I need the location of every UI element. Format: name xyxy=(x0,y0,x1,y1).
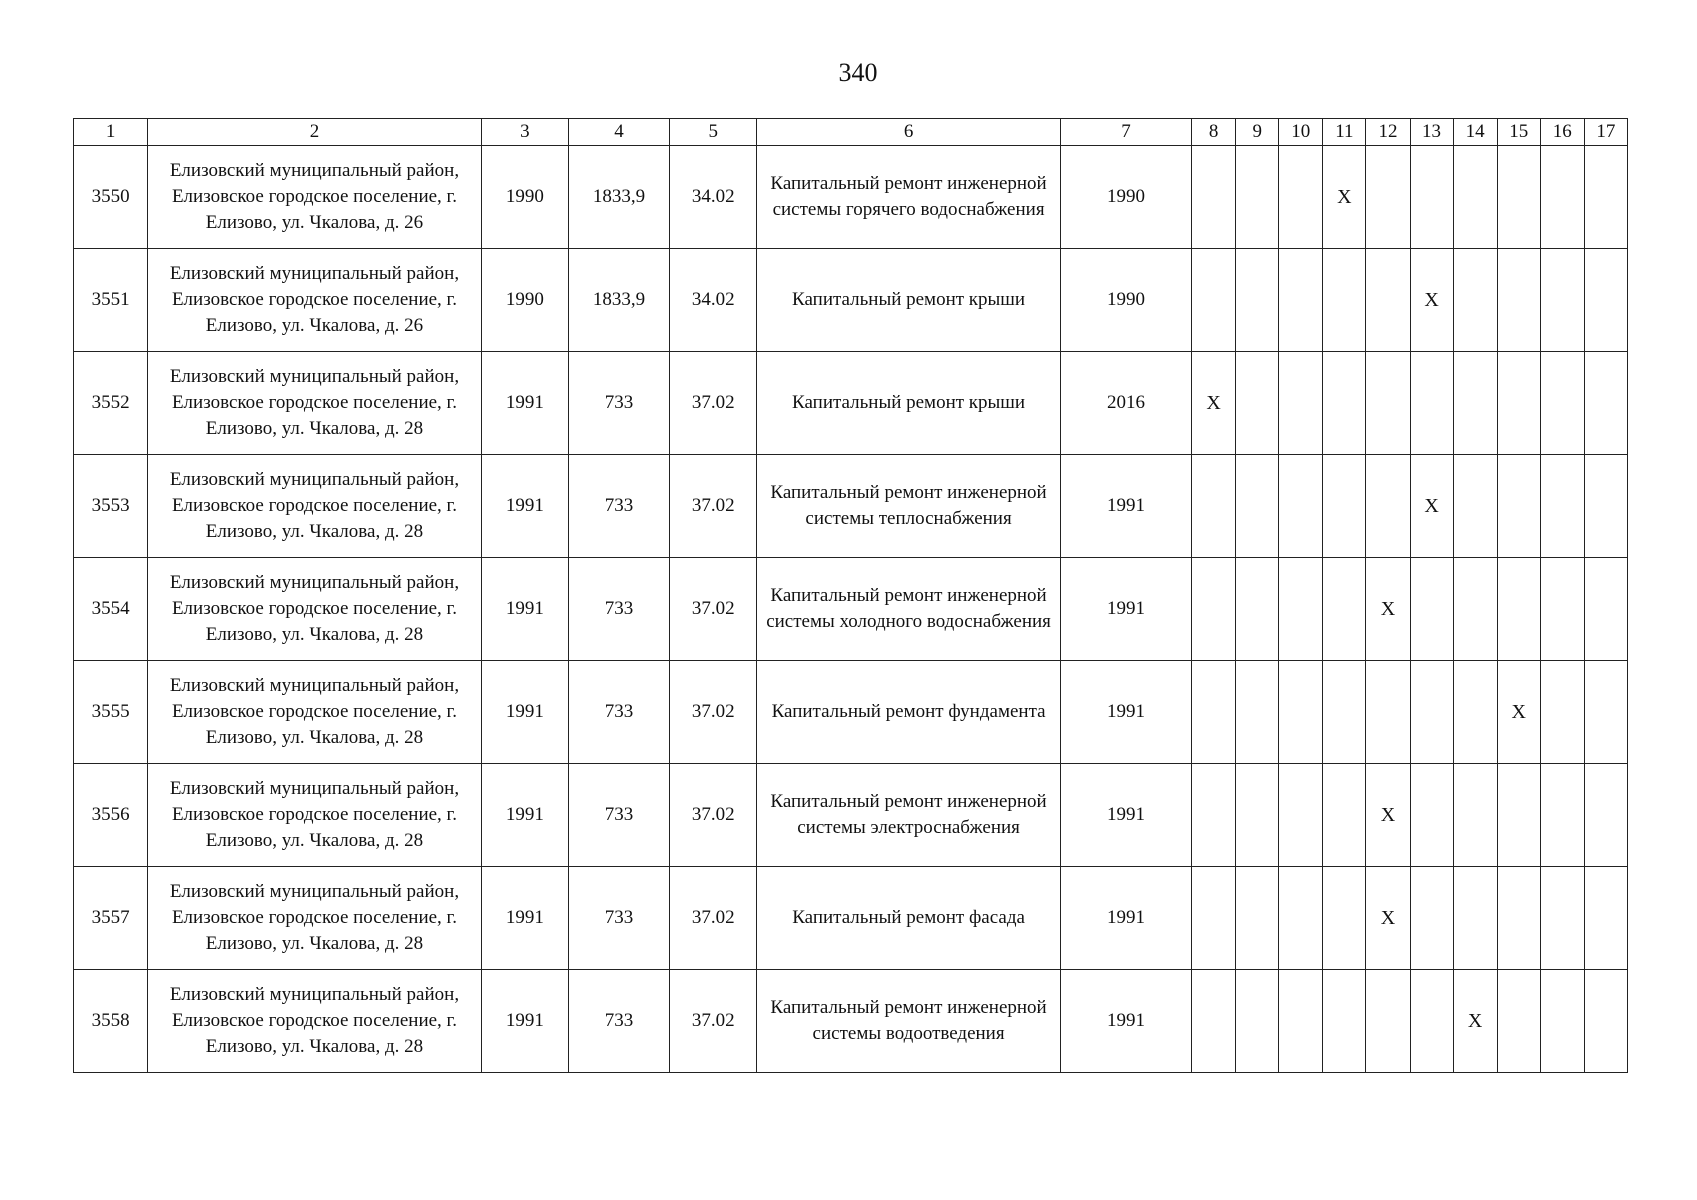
table-row xyxy=(74,764,1628,867)
table-row xyxy=(74,867,1628,970)
last-repair-year-cell: 1991 xyxy=(1060,661,1191,764)
period-mark-cell xyxy=(1323,558,1366,661)
row-number-cell: 3552 xyxy=(74,352,148,455)
work-type-cell: Капитальный ремонт инженерной системы водоотведения xyxy=(757,970,1061,1073)
column-header: 12 xyxy=(1366,119,1410,146)
commission-year-cell: 1990 xyxy=(481,249,568,352)
column-header: 14 xyxy=(1453,119,1497,146)
work-type-cell: Капитальный ремонт фундамента xyxy=(757,661,1061,764)
period-mark-cell: X xyxy=(1497,661,1540,764)
period-mark-cell xyxy=(1366,970,1410,1073)
wear-cell: 37.02 xyxy=(670,970,757,1073)
period-mark-cell xyxy=(1236,146,1279,249)
period-mark-cell: X xyxy=(1366,764,1410,867)
period-mark-cell xyxy=(1540,146,1584,249)
period-mark-cell xyxy=(1410,867,1453,970)
commission-year-cell: 1991 xyxy=(481,352,568,455)
period-mark-cell xyxy=(1192,970,1236,1073)
period-mark-cell xyxy=(1236,249,1279,352)
work-type-cell: Капитальный ремонт инженерной системы холодного водоснабжения xyxy=(757,558,1061,661)
column-header: 4 xyxy=(568,119,669,146)
table-row xyxy=(74,558,1628,661)
column-header: 17 xyxy=(1584,119,1627,146)
last-repair-year-cell: 1991 xyxy=(1060,764,1191,867)
period-mark-cell xyxy=(1540,661,1584,764)
period-mark-cell xyxy=(1497,249,1540,352)
period-mark-cell xyxy=(1192,867,1236,970)
work-type-cell: Капитальный ремонт крыши xyxy=(757,249,1061,352)
period-mark-cell xyxy=(1584,146,1627,249)
column-header: 6 xyxy=(757,119,1061,146)
period-mark-cell xyxy=(1236,558,1279,661)
area-cell: 733 xyxy=(568,558,669,661)
period-mark-cell xyxy=(1497,146,1540,249)
period-mark-cell xyxy=(1236,455,1279,558)
work-type-cell: Капитальный ремонт инженерной системы горячего водоснабжения xyxy=(757,146,1061,249)
address-cell: Елизовский муниципальный район, Елизовское городское поселение, г. Елизово, ул. Чкалова, д. 26 xyxy=(148,249,482,352)
column-header: 2 xyxy=(148,119,482,146)
period-mark-cell xyxy=(1279,146,1323,249)
period-mark-cell xyxy=(1540,352,1584,455)
period-mark-cell xyxy=(1453,867,1497,970)
period-mark-cell xyxy=(1497,455,1540,558)
commission-year-cell: 1991 xyxy=(481,661,568,764)
period-mark-cell xyxy=(1366,146,1410,249)
work-type-cell: Капитальный ремонт фасада xyxy=(757,867,1061,970)
period-mark-cell xyxy=(1410,352,1453,455)
period-mark-cell xyxy=(1279,352,1323,455)
period-mark-cell xyxy=(1192,558,1236,661)
column-header: 7 xyxy=(1060,119,1191,146)
period-mark-cell xyxy=(1323,764,1366,867)
row-number-cell: 3553 xyxy=(74,455,148,558)
column-header: 1 xyxy=(74,119,148,146)
area-cell: 1833,9 xyxy=(568,146,669,249)
wear-cell: 37.02 xyxy=(670,661,757,764)
commission-year-cell: 1990 xyxy=(481,146,568,249)
work-type-cell: Капитальный ремонт инженерной системы теплоснабжения xyxy=(757,455,1061,558)
period-mark-cell: X xyxy=(1410,455,1453,558)
period-mark-cell xyxy=(1453,455,1497,558)
period-mark-cell xyxy=(1497,970,1540,1073)
period-mark-cell xyxy=(1584,764,1627,867)
wear-cell: 37.02 xyxy=(670,352,757,455)
period-mark-cell xyxy=(1453,661,1497,764)
period-mark-cell xyxy=(1584,455,1627,558)
period-mark-cell xyxy=(1366,455,1410,558)
commission-year-cell: 1991 xyxy=(481,558,568,661)
table-row xyxy=(74,661,1628,764)
period-mark-cell xyxy=(1453,249,1497,352)
last-repair-year-cell: 1990 xyxy=(1060,146,1191,249)
row-number-cell: 3554 xyxy=(74,558,148,661)
table-row xyxy=(74,352,1628,455)
column-header: 11 xyxy=(1323,119,1366,146)
period-mark-cell xyxy=(1236,764,1279,867)
period-mark-cell xyxy=(1192,146,1236,249)
column-header: 9 xyxy=(1236,119,1279,146)
period-mark-cell xyxy=(1279,455,1323,558)
period-mark-cell xyxy=(1236,352,1279,455)
period-mark-cell xyxy=(1584,970,1627,1073)
wear-cell: 37.02 xyxy=(670,558,757,661)
period-mark-cell xyxy=(1540,249,1584,352)
area-cell: 733 xyxy=(568,455,669,558)
period-mark-cell xyxy=(1410,661,1453,764)
period-mark-cell xyxy=(1497,558,1540,661)
wear-cell: 37.02 xyxy=(670,867,757,970)
row-number-cell: 3556 xyxy=(74,764,148,867)
period-mark-cell xyxy=(1192,249,1236,352)
table-row xyxy=(74,970,1628,1073)
column-header: 5 xyxy=(670,119,757,146)
area-cell: 733 xyxy=(568,867,669,970)
period-mark-cell xyxy=(1279,764,1323,867)
period-mark-cell: X xyxy=(1410,249,1453,352)
period-mark-cell xyxy=(1584,352,1627,455)
last-repair-year-cell: 1991 xyxy=(1060,867,1191,970)
period-mark-cell: X xyxy=(1323,146,1366,249)
commission-year-cell: 1991 xyxy=(481,970,568,1073)
area-cell: 733 xyxy=(568,970,669,1073)
period-mark-cell xyxy=(1279,970,1323,1073)
commission-year-cell: 1991 xyxy=(481,764,568,867)
period-mark-cell xyxy=(1410,146,1453,249)
period-mark-cell xyxy=(1366,249,1410,352)
period-mark-cell xyxy=(1584,661,1627,764)
period-mark-cell: X xyxy=(1366,558,1410,661)
period-mark-cell xyxy=(1410,764,1453,867)
period-mark-cell xyxy=(1279,661,1323,764)
last-repair-year-cell: 2016 xyxy=(1060,352,1191,455)
address-cell: Елизовский муниципальный район, Елизовское городское поселение, г. Елизово, ул. Чкалова, д. 28 xyxy=(148,867,482,970)
period-mark-cell xyxy=(1453,764,1497,867)
period-mark-cell xyxy=(1410,558,1453,661)
period-mark-cell xyxy=(1584,558,1627,661)
last-repair-year-cell: 1991 xyxy=(1060,558,1191,661)
column-header: 13 xyxy=(1410,119,1453,146)
column-header: 8 xyxy=(1192,119,1236,146)
row-number-cell: 3551 xyxy=(74,249,148,352)
column-header: 10 xyxy=(1279,119,1323,146)
period-mark-cell xyxy=(1366,661,1410,764)
period-mark-cell xyxy=(1366,352,1410,455)
table-row xyxy=(74,146,1628,249)
period-mark-cell xyxy=(1540,970,1584,1073)
period-mark-cell xyxy=(1453,146,1497,249)
table-body xyxy=(74,146,1628,1073)
period-mark-cell xyxy=(1192,764,1236,867)
last-repair-year-cell: 1990 xyxy=(1060,249,1191,352)
period-mark-cell xyxy=(1540,558,1584,661)
period-mark-cell xyxy=(1236,661,1279,764)
period-mark-cell xyxy=(1323,970,1366,1073)
repair-register-table xyxy=(73,118,1628,1073)
column-header: 16 xyxy=(1540,119,1584,146)
address-cell: Елизовский муниципальный район, Елизовское городское поселение, г. Елизово, ул. Чкалова, д. 28 xyxy=(148,661,482,764)
period-mark-cell xyxy=(1497,352,1540,455)
period-mark-cell xyxy=(1540,867,1584,970)
period-mark-cell: X xyxy=(1366,867,1410,970)
row-number-cell: 3558 xyxy=(74,970,148,1073)
table-row xyxy=(74,455,1628,558)
period-mark-cell xyxy=(1236,867,1279,970)
period-mark-cell xyxy=(1540,764,1584,867)
work-type-cell: Капитальный ремонт инженерной системы электроснабжения xyxy=(757,764,1061,867)
commission-year-cell: 1991 xyxy=(481,867,568,970)
period-mark-cell xyxy=(1323,661,1366,764)
period-mark-cell xyxy=(1236,970,1279,1073)
area-cell: 733 xyxy=(568,352,669,455)
period-mark-cell xyxy=(1453,558,1497,661)
address-cell: Елизовский муниципальный район, Елизовское городское поселение, г. Елизово, ул. Чкалова, д. 28 xyxy=(148,455,482,558)
wear-cell: 34.02 xyxy=(670,249,757,352)
period-mark-cell xyxy=(1192,661,1236,764)
row-number-cell: 3555 xyxy=(74,661,148,764)
table-row xyxy=(74,249,1628,352)
period-mark-cell xyxy=(1323,867,1366,970)
row-number-cell: 3557 xyxy=(74,867,148,970)
period-mark-cell xyxy=(1323,455,1366,558)
period-mark-cell xyxy=(1540,455,1584,558)
period-mark-cell xyxy=(1584,249,1627,352)
period-mark-cell xyxy=(1497,764,1540,867)
period-mark-cell xyxy=(1279,867,1323,970)
wear-cell: 34.02 xyxy=(670,146,757,249)
area-cell: 1833,9 xyxy=(568,249,669,352)
period-mark-cell: X xyxy=(1453,970,1497,1073)
period-mark-cell xyxy=(1323,352,1366,455)
last-repair-year-cell: 1991 xyxy=(1060,970,1191,1073)
address-cell: Елизовский муниципальный район, Елизовское городское поселение, г. Елизово, ул. Чкалова, д. 28 xyxy=(148,970,482,1073)
area-cell: 733 xyxy=(568,764,669,867)
period-mark-cell xyxy=(1279,558,1323,661)
period-mark-cell xyxy=(1453,352,1497,455)
period-mark-cell xyxy=(1192,455,1236,558)
wear-cell: 37.02 xyxy=(670,455,757,558)
period-mark-cell: X xyxy=(1192,352,1236,455)
page-number: 340 xyxy=(838,58,878,87)
column-header: 3 xyxy=(481,119,568,146)
last-repair-year-cell: 1991 xyxy=(1060,455,1191,558)
period-mark-cell xyxy=(1323,249,1366,352)
column-header: 15 xyxy=(1497,119,1540,146)
row-number-cell: 3550 xyxy=(74,146,148,249)
period-mark-cell xyxy=(1497,867,1540,970)
address-cell: Елизовский муниципальный район, Елизовское городское поселение, г. Елизово, ул. Чкалова, д. 28 xyxy=(148,352,482,455)
period-mark-cell xyxy=(1279,249,1323,352)
period-mark-cell xyxy=(1584,867,1627,970)
address-cell: Елизовский муниципальный район, Елизовское городское поселение, г. Елизово, ул. Чкалова, д. 28 xyxy=(148,764,482,867)
work-type-cell: Капитальный ремонт крыши xyxy=(757,352,1061,455)
area-cell: 733 xyxy=(568,661,669,764)
commission-year-cell: 1991 xyxy=(481,455,568,558)
header-row xyxy=(74,119,1628,146)
wear-cell: 37.02 xyxy=(670,764,757,867)
address-cell: Елизовский муниципальный район, Елизовское городское поселение, г. Елизово, ул. Чкалова, д. 28 xyxy=(148,558,482,661)
period-mark-cell xyxy=(1410,970,1453,1073)
address-cell: Елизовский муниципальный район, Елизовское городское поселение, г. Елизово, ул. Чкалова, д. 26 xyxy=(148,146,482,249)
